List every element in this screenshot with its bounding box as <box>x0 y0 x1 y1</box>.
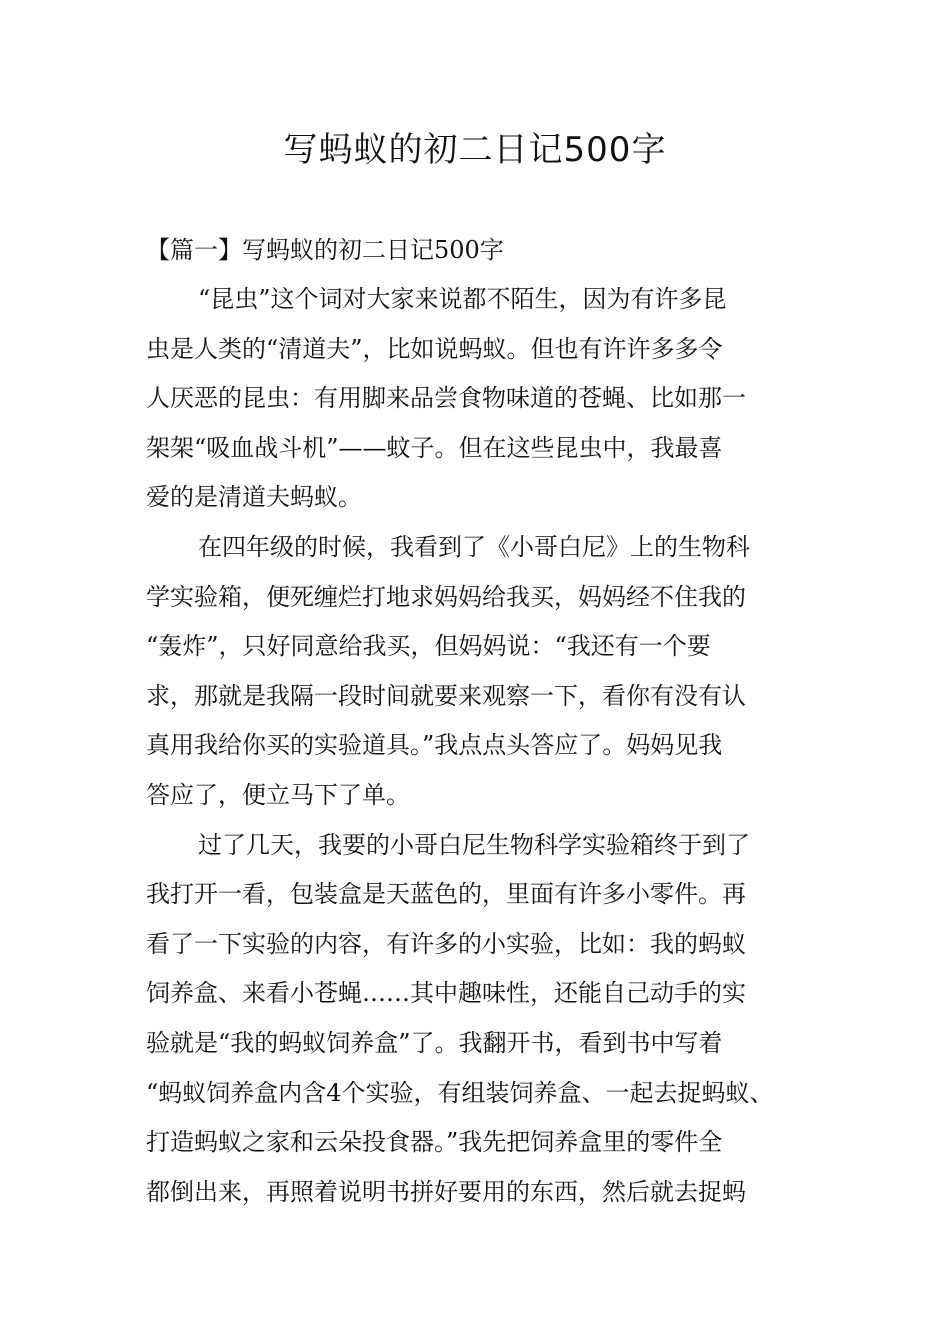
paragraph-line: 过了几天，我要的小哥白尼生物科学实验箱终于到了 <box>198 830 750 859</box>
paragraph-line: 看了一下实验的内容，有许多的小实验，比如：我的蚂蚁 <box>146 929 746 958</box>
paragraph-line: 爱的是清道夫蚂蚁。 <box>146 483 362 512</box>
paragraph-line: 验就是“我的蚂蚁饲养盒”了。我翻开书，看到书中写着 <box>146 1028 723 1057</box>
paragraph-line: 饲养盒、来看小苍蝇……其中趣味性，还能自己动手的实 <box>146 979 746 1008</box>
paragraph-line: “轰炸”，只好同意给我买，但妈妈说：“我还有一个要 <box>146 632 711 661</box>
document-title: 写蚂蚁的初二日记500字 <box>283 130 667 170</box>
paragraph-line: “蚂蚁饲养盒内含4个实验，有组装饲养盒、一起去捉蚂蚁、 <box>146 1078 774 1107</box>
paragraph-line: 虫是人类的“清道夫”，比如说蚂蚁。但也有许许多多令 <box>146 334 723 363</box>
paragraph-line: 都倒出来，再照着说明书拼好要用的东西，然后就去捉蚂 <box>146 1177 746 1206</box>
paragraph-line: 我打开一看，包装盒是天蓝色的，里面有许多小零件。再 <box>146 880 746 909</box>
paragraph-line: 求，那就是我隔一段时间就要来观察一下，看你有没有认 <box>146 681 746 710</box>
paragraph-line: 在四年级的时候，我看到了《小哥白尼》上的生物科 <box>198 532 750 561</box>
paragraph-line: 学实验箱，便死缠烂打地求妈妈给我买，妈妈经不住我的 <box>146 582 746 611</box>
paragraph-line: 答应了，便立马下了单。 <box>146 780 410 809</box>
section-heading: 【篇一】写蚂蚁的初二日记500字 <box>146 236 504 264</box>
body-text <box>146 275 836 1217</box>
paragraph-line: “昆虫”这个词对大家来说都不陌生，因为有许多昆 <box>198 285 727 313</box>
paragraph-line: 架架“吸血战斗机”——蚊子。但在这些昆虫中，我最喜 <box>146 433 723 462</box>
paragraph-line: 人厌恶的昆虫：有用脚来品尝食物味道的苍蝇、比如那一 <box>146 384 746 413</box>
paragraph-line: 打造蚂蚁之家和云朵投食器。”我先把饲养盒里的零件全 <box>146 1128 723 1157</box>
paragraph-line: 真用我给你买的实验道具。”我点点头答应了。妈妈见我 <box>146 731 723 760</box>
